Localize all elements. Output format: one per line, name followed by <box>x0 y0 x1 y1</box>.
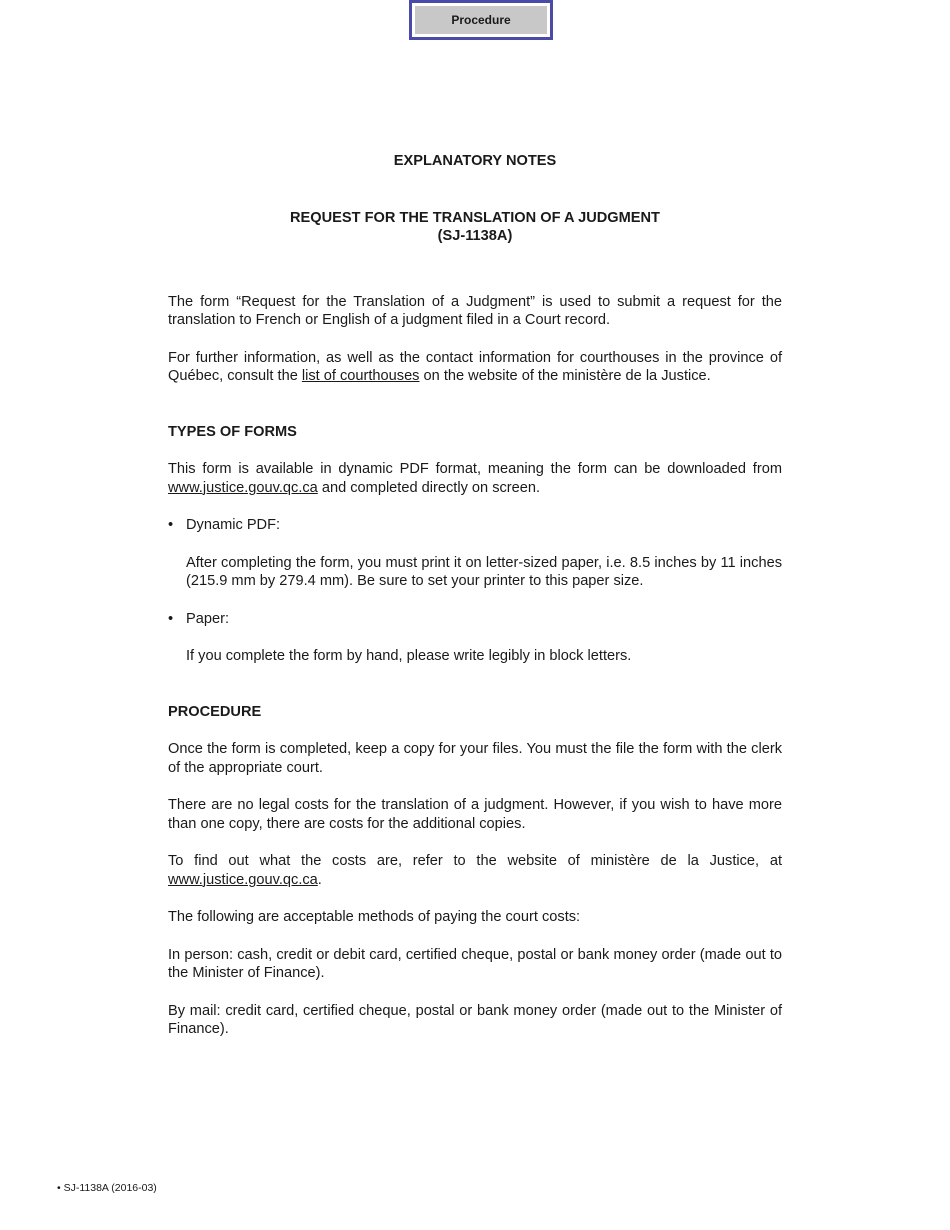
bullet-icon: • <box>168 610 174 627</box>
intro-paragraph: The form “Request for the Translation of a Judgment” is used to submit a request for the translation to French or English of a judgment filed in a Court record. <box>168 293 782 328</box>
procedure-paragraph-4: The following are acceptable methods of paying the court costs: <box>168 909 581 925</box>
payment-in-person: In person: cash, credit or debit card, certified cheque, postal or bank money order (made out to the Minister of Finance). <box>168 946 782 981</box>
procedure-paragraph-2: There are no legal costs for the translation of a judgment. However, if you wish to have more than one copy, there are costs for the additional copies. <box>168 797 782 832</box>
bullet-label: Dynamic PDF: <box>186 517 281 533</box>
types-intro-text-end: and completed directly on screen. <box>317 479 541 496</box>
costs-text-start: To find out what the costs are, refer to the website of ministère de la Justice, at <box>168 853 782 869</box>
types-intro-paragraph <box>168 460 782 497</box>
payment-by-mail: By mail: credit card, certified cheque, postal or bank money order (made out to the Minister of Finance). <box>168 1002 782 1037</box>
further-info-text-end: on the website of the ministère de la Justice. <box>419 368 711 384</box>
procedure-heading: PROCEDURE <box>168 703 262 720</box>
procedure-paragraph-3 <box>168 852 782 889</box>
procedure-button-label: Procedure <box>415 6 547 34</box>
bullet-dynamic-pdf <box>168 516 782 535</box>
justice-website-link[interactable]: www.justice.gouv.qc.ca <box>168 871 318 888</box>
further-info-paragraph <box>168 349 782 386</box>
form-code: (SJ-1138A) <box>437 228 513 244</box>
bullet-label: Paper: <box>186 610 229 627</box>
document-body <box>168 152 782 1039</box>
courthouses-link[interactable]: list of courthouses <box>301 368 420 384</box>
form-footer-code: • SJ-1138A (2016-03) <box>57 1182 157 1194</box>
further-info-text-start: For further information, as well as the contact information for courthouses in the province of Québec, consult the <box>168 349 782 384</box>
types-of-forms-heading: TYPES OF FORMS <box>168 423 297 440</box>
page-title: EXPLANATORY NOTES <box>393 153 557 169</box>
bullet-icon: • <box>168 517 174 533</box>
types-intro-text-start: This form is available in dynamic PDF format, meaning the form can be downloaded from <box>168 461 782 477</box>
form-title-line1: REQUEST FOR THE TRANSLATION OF A JUDGMENT <box>290 209 660 226</box>
procedure-button[interactable] <box>409 0 553 40</box>
justice-website-link[interactable]: www.justice.gouv.qc.ca <box>168 479 318 496</box>
procedure-paragraph-1: Once the form is completed, keep a copy for your files. You must the file the form with the clerk of the appropriate court. <box>168 741 782 776</box>
form-title <box>168 209 782 246</box>
bullet-paper <box>168 610 782 629</box>
dynamic-pdf-instructions: After completing the form, you must print it on letter-sized paper, i.e. 8.5 inches by 11 inches (215.9 mm by 279.4 mm). Be sure to set your printer to this paper size. <box>186 554 782 589</box>
costs-text-end: . <box>317 871 322 888</box>
paper-instructions: If you complete the form by hand, please write legibly in block letters. <box>186 648 632 664</box>
